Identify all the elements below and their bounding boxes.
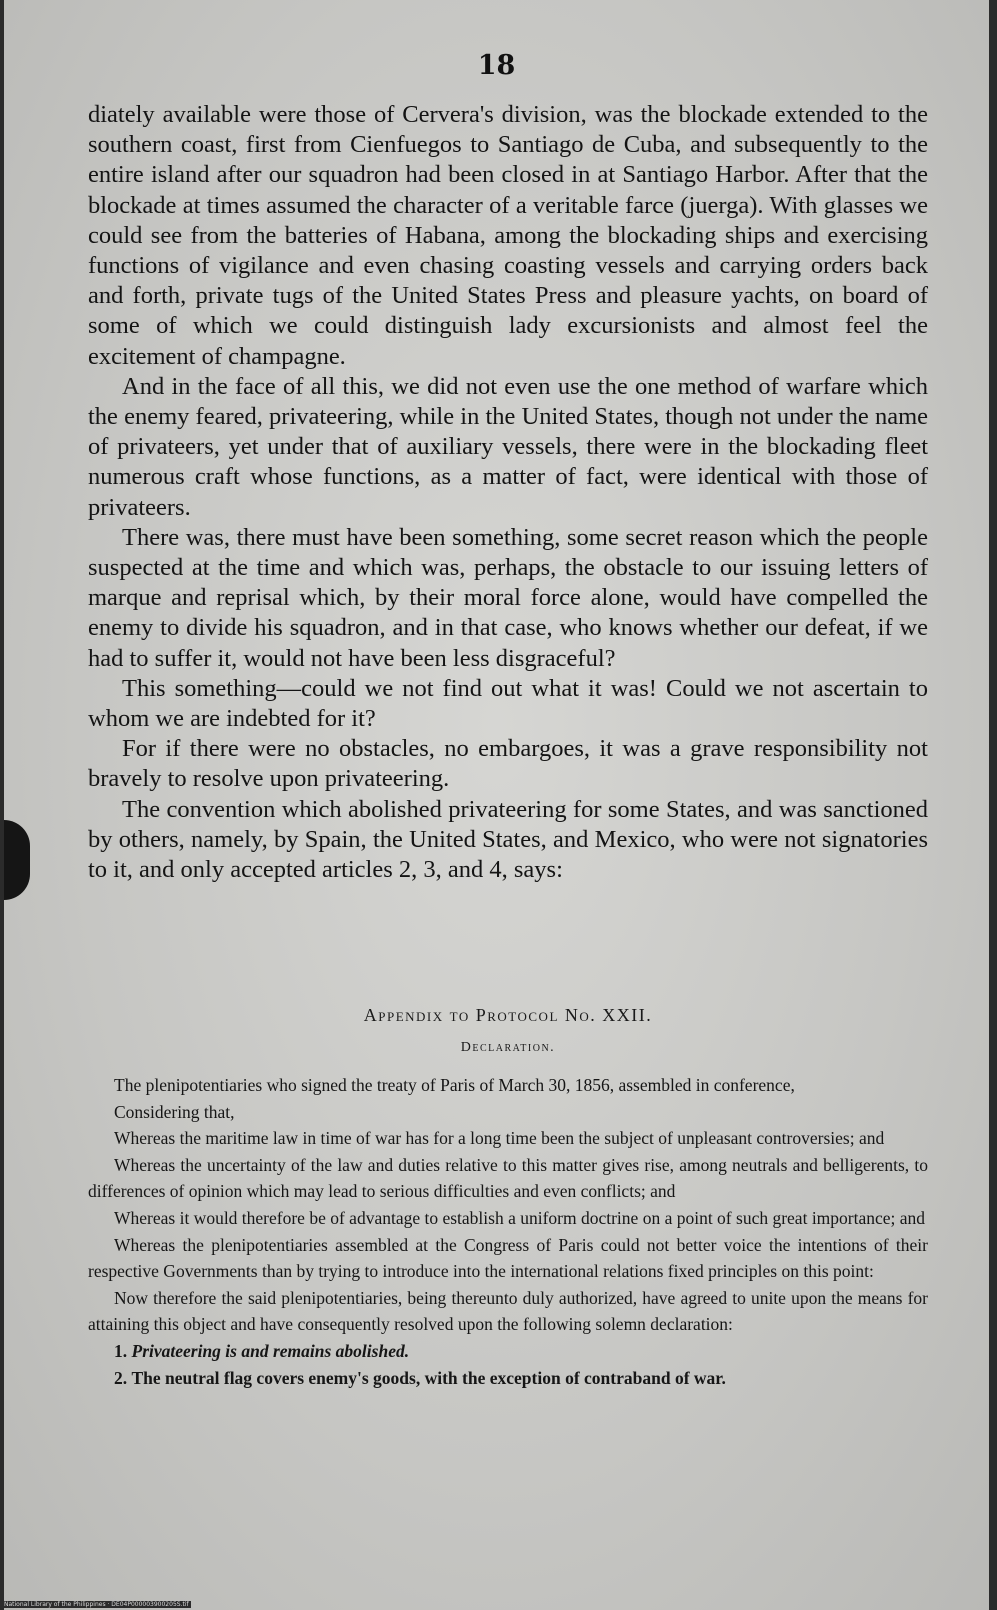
article-1-number: 1. — [114, 1340, 128, 1361]
paragraph-6: The convention which abolished privateering for some States, and was sanctioned by others, namely, by Spain, the United States, and Mexico, who were not signatories to it, and only accepted articles 2, 3, and 4, says: — [88, 795, 928, 884]
page-number: 18 — [477, 50, 516, 81]
body-text — [88, 100, 928, 885]
page-edge-shadow — [4, 820, 30, 900]
paragraph-5: For if there were no obstacles, no embargoes, it was a grave responsibility not bravely to resolve upon privateering. — [88, 735, 928, 793]
paragraph-2: And in the face of all this, we did not even use the one method of warfare which the enemy feared, privateering, while in the United States, though not under the name of privateers, yet under that of auxiliary vessels, there were in the blockading fleet numerous craft whose functions, as a matter of fact, were identical with those of privateers. — [88, 372, 928, 521]
appendix-heading: Appendix to Protocol No. XXII. — [363, 1005, 653, 1025]
declaration-heading: Declaration. — [460, 1040, 556, 1055]
article-2 — [88, 1365, 928, 1392]
document-page — [4, 0, 989, 1610]
declaration-whereas-1: Whereas the maritime law in time of war has for a long time been the subject of unpleasant controversies; and — [114, 1128, 885, 1149]
declaration-resolution: Now therefore the said plenipotentiaries, being thereunto duly authorized, have agreed to unite upon the means for attaining this object and have consequently resolved upon the following solemn declaration: — [88, 1287, 928, 1335]
declaration-whereas-2: Whereas the uncertainty of the law and duties relative to this matter gives rise, among neutrals and belligerents, to differences of opinion which may lead to serious difficulties and even conflicts; and — [88, 1154, 928, 1202]
declaration-preamble: The plenipotentiaries who signed the treaty of Paris of March 30, 1856, assembled in conference, — [114, 1075, 795, 1095]
article-1 — [88, 1338, 928, 1365]
declaration-text — [88, 1072, 928, 1391]
declaration-whereas-3: Whereas it would therefore be of advantage to establish a uniform doctrine on a point of such great importance; and — [114, 1207, 926, 1228]
paragraph-4: This something—could we not find out what it was! Could we not ascertain to whom we are indebted for it? — [88, 674, 928, 733]
article-1-text: Privateering is and remains abolished. — [131, 1340, 410, 1361]
article-2-number: 2. — [114, 1367, 128, 1388]
paragraph-1: diately available were those of Cervera's division, was the blockade extended to the southern coast, first from Cienfuegos to Santiago de Cuba, and subsequently to the entire island after our squadron had been closed in at Santiago Harbor. After that the blockade at times assumed the character of a veritable farce (juerga). With glasses we could see from the batteries of Habana, among the blockading ships and exercising functions of vigilance and even chasing coasting vessels and carrying orders back and forth, private tugs of the United States Press and pleasure yachts, on board of some of which we could distinguish lady excursionists and almost feel the excitement of champagne. — [88, 101, 928, 370]
declaration-considering: Considering that, — [114, 1101, 235, 1122]
paragraph-3: There was, there must have been something, some secret reason which the people suspected at the time and which was, perhaps, the obstacle to our issuing letters of marque and reprisal which, by their moral force alone, would have compelled the enemy to divide his squadron, and in that case, who knows whether our defeat, if we had to suffer it, would not have been less disgraceful? — [88, 523, 928, 672]
declaration-whereas-4: Whereas the plenipotentiaries assembled at the Congress of Paris could not better voice the intentions of their respective Governments than by trying to introduce into the international relations fixed principles on this point: — [88, 1234, 928, 1282]
scan-footer: National Library of the Philippines · DE04P000003900205S.tif — [4, 1601, 189, 1608]
article-2-text: The neutral flag covers enemy's goods, with the exception of contraband of war. — [131, 1367, 726, 1388]
